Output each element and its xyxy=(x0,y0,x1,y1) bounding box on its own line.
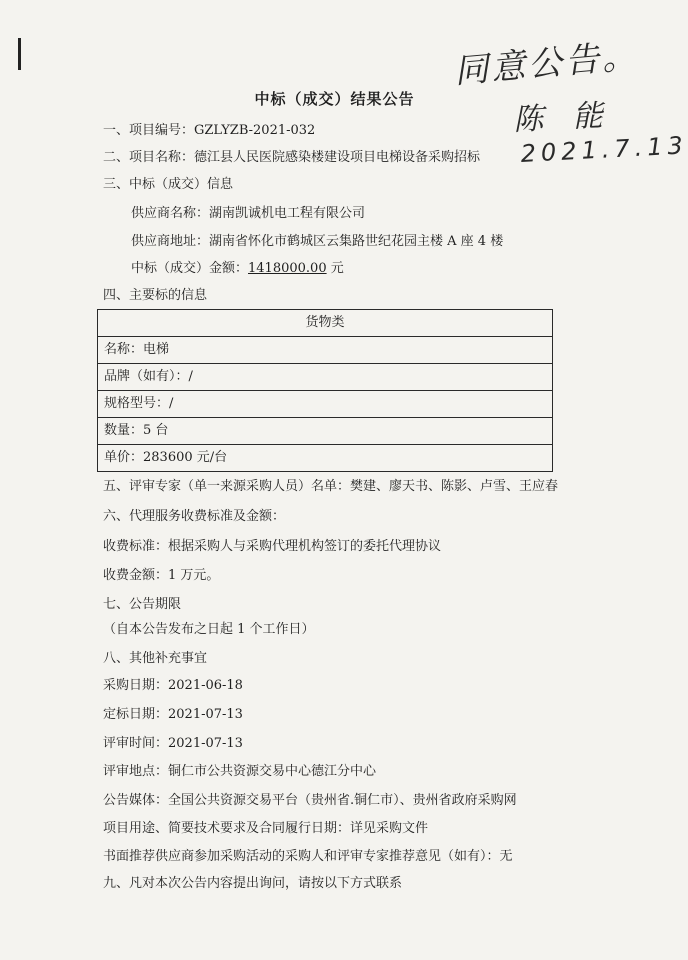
section-contact: 九、凡对本次公告内容提出询问，请按以下方式联系 xyxy=(103,876,403,891)
award-amount-value: 1418000.00 xyxy=(248,261,327,276)
margin-mark xyxy=(18,38,21,70)
document-title: 中标（成交）结果公告 xyxy=(254,90,415,108)
fee-standard: 收费标准：根据采购人与采购代理机构签订的委托代理协议 xyxy=(103,539,442,554)
recommendation-opinion: 书面推荐供应商参加采购活动的采购人和评审专家推荐意见（如有）：无 xyxy=(103,849,513,864)
award-date: 定标日期：2021-07-13 xyxy=(103,707,243,722)
goods-table-header: 货物类 xyxy=(98,310,553,337)
goods-row-brand: 品牌（如有）：/ xyxy=(98,364,553,391)
notice-period: （自本公告发布之日起 1 个工作日） xyxy=(103,622,315,637)
fee-amount: 收费金额：1 万元。 xyxy=(103,568,220,583)
award-amount-unit: 元 xyxy=(330,261,344,276)
section-experts: 五、评审专家（单一来源采购人员）名单：樊建、廖天书、陈影、卢雪、王应春 xyxy=(103,479,559,494)
announcement-media: 公告媒体：全国公共资源交易平台（贵州省.铜仁市）、贵州省政府采购网 xyxy=(103,793,517,808)
project-usage: 项目用途、简要技术要求及合同履行日期：详见采购文件 xyxy=(103,821,429,836)
section-other-matters: 八、其他补充事宜 xyxy=(103,651,208,666)
handwritten-date: 2021.7.13 xyxy=(520,131,688,168)
section-project-number: 一、项目编号：GZLYZB-2021-032 xyxy=(103,123,316,138)
goods-row-quantity: 数量：5 台 xyxy=(98,418,553,445)
handwritten-approval-text: 同意公告。 xyxy=(452,35,641,92)
goods-table xyxy=(97,309,553,472)
section-agency-fee: 六、代理服务收费标准及金额： xyxy=(103,509,286,524)
award-amount-label: 中标（成交）金额： xyxy=(131,261,249,276)
goods-row-unit-price: 单价：283600 元/台 xyxy=(98,445,553,472)
section-award-info: 三、中标（成交）信息 xyxy=(103,177,234,192)
supplier-address: 供应商地址：湖南省怀化市鹤城区云集路世纪花园主楼 A 座 4 楼 xyxy=(131,234,504,249)
purchase-date: 采购日期：2021-06-18 xyxy=(103,678,243,693)
section-project-name: 二、项目名称：德江县人民医院感染楼建设项目电梯设备采购招标 xyxy=(103,150,481,165)
review-place: 评审地点：铜仁市公共资源交易中心德江分中心 xyxy=(103,764,377,779)
handwritten-signature: 陈 能 xyxy=(512,97,614,138)
section-notice-period: 七、公告期限 xyxy=(103,597,182,612)
goods-row-name: 名称：电梯 xyxy=(98,337,553,364)
goods-row-model: 规格型号：/ xyxy=(98,391,553,418)
supplier-name: 供应商名称：湖南凯诚机电工程有限公司 xyxy=(131,206,366,221)
review-time: 评审时间：2021-07-13 xyxy=(103,736,243,751)
award-amount xyxy=(131,260,344,278)
section-main-items: 四、主要标的信息 xyxy=(103,288,208,303)
